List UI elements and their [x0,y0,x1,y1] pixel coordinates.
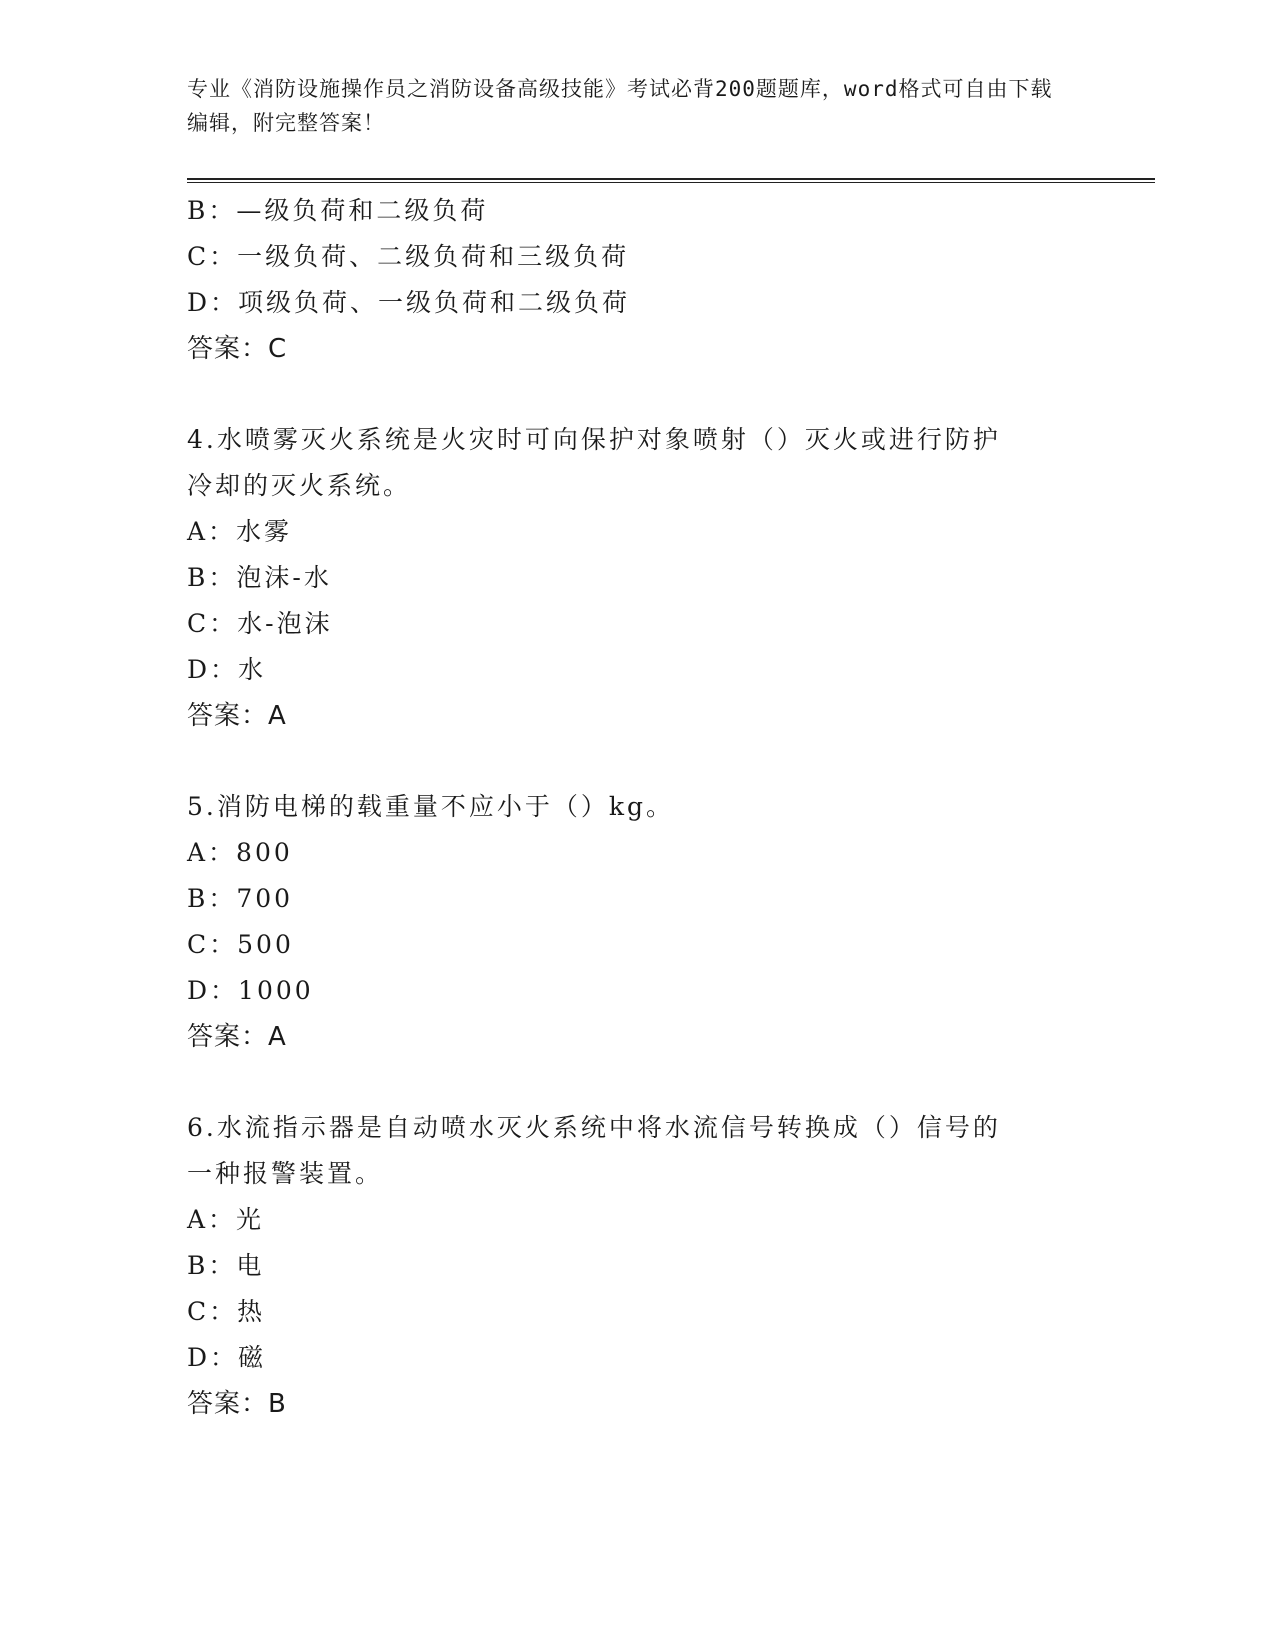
answer: 答案：B [187,1389,287,1419]
option-c: C：一级负荷、二级负荷和三级负荷 [187,242,630,271]
question-stem: 4.水喷雾灭火系统是火灾时可向保护对象喷射（）灭火或进行防护冷却的灭火系统。 [187,425,1001,500]
option-c: C：500 [187,930,294,959]
option-b: B：700 [187,884,294,913]
answer: 答案：A [187,1022,287,1052]
question-stem: 6.水流指示器是自动喷水灭火系统中将水流信号转换成（）信号的一种报警装置。 [187,1113,1001,1188]
option-c: C：热 [187,1297,266,1326]
option-c: C：水-泡沫 [187,609,333,638]
document-body [187,188,1067,1427]
document-header: 专业《消防设施操作员之消防设备高级技能》考试必背200题题库，word格式可自由下载编辑，附完整答案！ [187,77,1053,135]
answer: 答案：A [187,701,287,731]
question-6 [187,1105,1067,1427]
answer: 答案：C [187,334,288,364]
option-a: A：水雾 [187,517,293,546]
option-a: A：800 [187,838,293,867]
option-b: B：电 [187,1251,265,1280]
option-b: B：—级负荷和二级负荷 [187,196,489,225]
question-4 [187,417,1067,739]
question-5 [187,784,1067,1060]
question-stem: 5.消防电梯的载重量不应小于（）kg。 [187,792,675,821]
option-d: D：水 [187,655,267,684]
option-d: D：磁 [187,1343,267,1372]
option-a: A：光 [187,1205,265,1234]
question-3-continued [187,188,1067,372]
option-b: B：泡沫-水 [187,563,332,592]
header-divider [187,178,1155,183]
option-d: D：1000 [187,976,314,1005]
option-d: D：项级负荷、一级负荷和二级负荷 [187,288,631,317]
